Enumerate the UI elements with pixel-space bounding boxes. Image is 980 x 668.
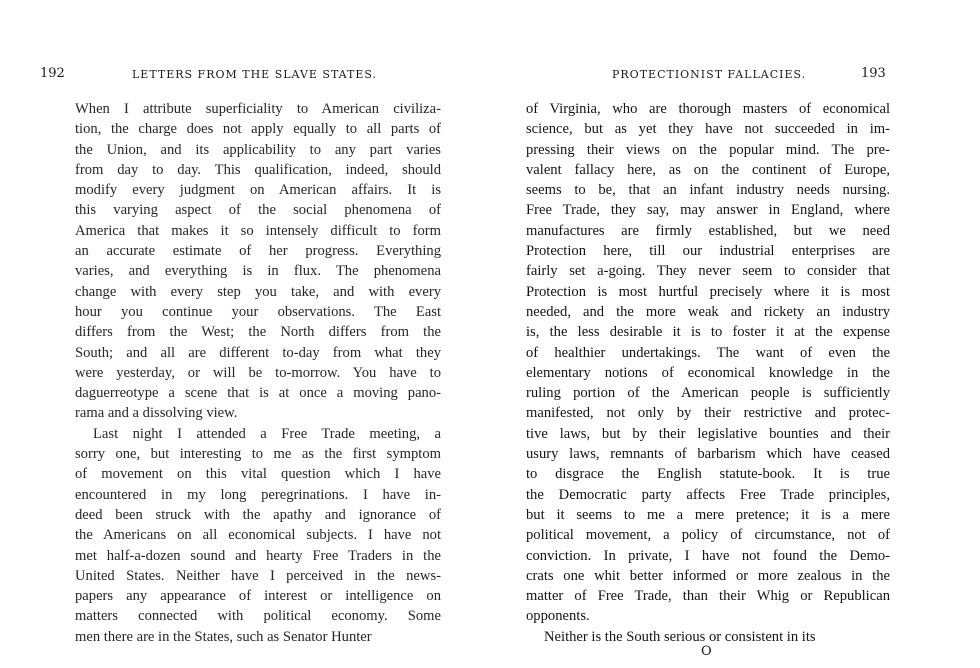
text-line: valent fallacy here, as on the continent of Europe, <box>526 161 890 178</box>
text-line: change with every step you take, and with every <box>75 283 441 300</box>
text-line: America that makes it so intensely difficult to form <box>75 222 441 239</box>
text-line: hour you continue your observations. The East <box>75 303 441 320</box>
right-body-text <box>526 99 890 647</box>
text-line: needed, and the more weak and rickety an industry <box>526 303 890 320</box>
text-line: of Virginia, who are thorough masters of economical <box>526 101 890 117</box>
text-line: United States. Neither have I perceived in the news- <box>75 567 441 584</box>
left-body-text <box>75 99 441 647</box>
text-line: deed been struck with the apathy and ignorance of <box>75 506 441 523</box>
text-line: Neither is the South serious or consistent in its <box>544 628 816 645</box>
text-line: ruling portion of the American people is sufficiently <box>526 385 890 402</box>
text-line: seems to be, that an infant industry needs nursing. <box>526 182 890 199</box>
text-line: daguerreotype a scene that is at once a moving pano- <box>75 385 441 402</box>
signature-mark: O <box>701 644 712 659</box>
left-running-head: LETTERS FROM THE SLAVE STATES. <box>132 68 378 81</box>
text-line: When I attribute superficiality to American civiliza- <box>75 101 441 117</box>
text-line: science, but as yet they have not succeeded in im- <box>526 121 890 138</box>
text-line: an accurate estimate of her progress. Everything <box>75 243 441 260</box>
text-line: South; and all are different to-day from what they <box>75 344 441 361</box>
text-line: of healthier undertakings. The want of even the <box>526 344 890 361</box>
text-line: pressing their views on the popular mind. The pre- <box>526 141 890 158</box>
text-line: varies, and everything is in flux. The phenomena <box>75 263 441 280</box>
text-line: met half-a-dozen sound and hearty Free Traders in the <box>75 547 441 564</box>
text-line: crats one whit better informed or more zealous in the <box>526 567 890 584</box>
text-line: opponents. <box>526 608 590 625</box>
text-line: conviction. In private, I have not found the Demo- <box>526 547 890 564</box>
text-line: manufactures are firmly established, but we need <box>526 222 890 239</box>
text-line: from day to day. This qualification, indeed, should <box>75 161 441 178</box>
text-line: matters connected with political economy. Some <box>75 608 441 625</box>
text-line: Last night I attended a Free Trade meeting, a <box>93 425 441 442</box>
text-line: political movement, a policy of circumstance, not of <box>526 527 890 544</box>
text-line: differs from the West; the North differs from the <box>75 324 441 341</box>
text-line: elementary notions of economical knowledge in the <box>526 364 890 381</box>
text-line: encountered in my long peregrinations. I have in- <box>75 486 441 503</box>
right-page <box>490 0 980 668</box>
text-line: to disgrace the English statute-book. It is true <box>526 466 890 483</box>
text-line: fairly set a-going. They never seem to consider that <box>526 263 890 280</box>
text-line: matter of Free Trade, than their Whig or Republican <box>526 588 890 605</box>
text-line: of movement on this vital question which I have <box>75 466 441 483</box>
text-line: this varying aspect of the social phenomena of <box>75 202 441 219</box>
right-running-head: PROTECTIONIST FALLACIES. <box>612 68 807 81</box>
left-page-number: 192 <box>40 66 65 81</box>
text-line: papers any appearance of interest or intelligence on <box>75 588 441 605</box>
text-line: were yesterday, or will be to-morrow. You have to <box>75 364 441 381</box>
right-page-number: 193 <box>861 66 886 81</box>
text-line: rama and a dissolving view. <box>75 405 238 422</box>
text-line: the Americans on all economical subjects. I have not <box>75 527 441 544</box>
text-line: Protection here, till our industrial enterprises are <box>526 243 890 260</box>
text-line: sorry one, but interesting to me as the first symptom <box>75 446 441 463</box>
text-line: men there are in the States, such as Senator Hunter <box>75 628 372 645</box>
text-line: tion, the charge does not apply equally to all parts of <box>75 121 441 138</box>
text-line: but it seems to me a mere pretence; it is a mere <box>526 506 890 523</box>
text-line: usury laws, remnants of barbarism which have ceased <box>526 446 890 463</box>
text-line: modify every judgment on American affairs. It is <box>75 182 441 199</box>
text-line: Free Trade, they say, may answer in England, where <box>526 202 890 219</box>
text-line: is, the less desirable it is to foster it at the expense <box>526 324 890 341</box>
text-line: the Union, and its applicability to any part varies <box>75 141 441 158</box>
text-line: manifested, not only by their restrictive and protec- <box>526 405 890 422</box>
text-line: tive laws, but by their legislative bounties and their <box>526 425 890 442</box>
text-line: the Democratic party affects Free Trade principles, <box>526 486 890 503</box>
text-line: Protection is most hurtful precisely where it is most <box>526 283 890 300</box>
